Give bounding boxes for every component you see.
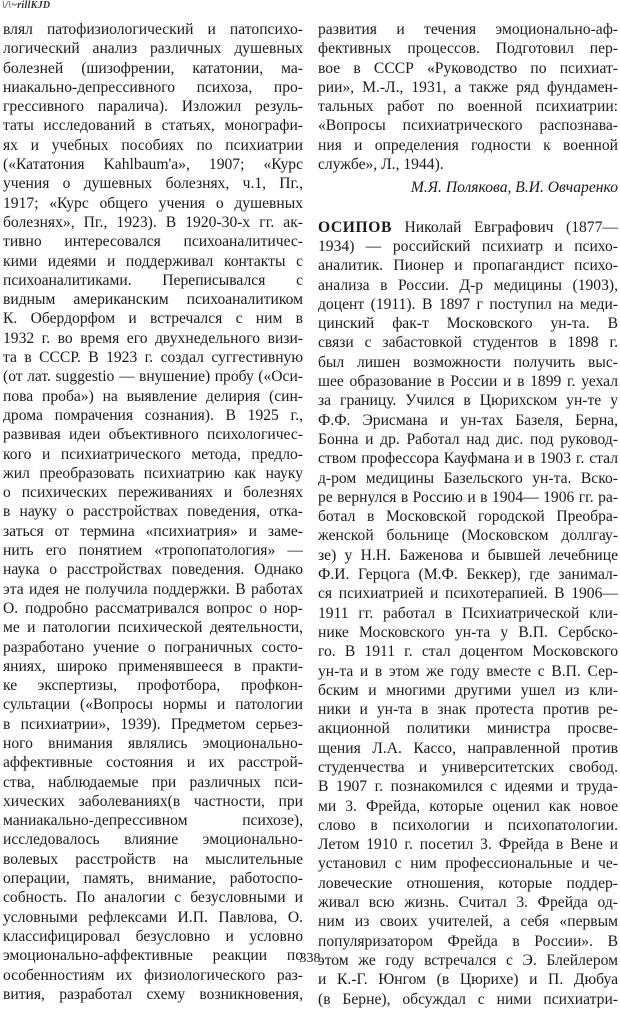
text-line: условными рефлексами И.П. Павлова, О. xyxy=(3,908,303,926)
text-line: развивая идеи объективного психологичес- xyxy=(3,426,303,444)
text-line: акционной политики министра просве- xyxy=(318,720,618,738)
text-line: «Вопросы психиатрического распознава- xyxy=(318,117,618,135)
text-line: разработано учение о пограничных состо- xyxy=(3,638,303,656)
text-line: ре вернулся в Россию и в 1904— 1906 гг. ра- xyxy=(318,488,618,506)
text-line: вое в СССР «Руководство по психиат- xyxy=(318,59,618,77)
text-line: го. В 1911 г. стал доцентом Московского xyxy=(318,643,618,661)
text-line: ния и определения годности к военной xyxy=(318,136,618,154)
text-line: ства, наблюдаемые при различных пси- xyxy=(3,773,303,791)
text-line: логический анализ различных душевных xyxy=(3,40,303,58)
text-line: в науку о расстройствах поведения, отка- xyxy=(3,503,303,521)
text-line: о психических переживаниях и болезнях xyxy=(3,484,303,502)
text-line: пова проба») на выявление делирия (син- xyxy=(3,387,303,405)
text-line: ях и учебных пособиях по психиатрии xyxy=(3,136,303,154)
text-line: ме и патологии психической деятельности, xyxy=(3,619,303,637)
text-line: аналитик. Пионер и пропагандист психо- xyxy=(318,257,618,275)
text-line: ся психиатрией и психотерапией. В 1906— xyxy=(318,585,618,603)
text-line: особенностиям их физиологического раз- xyxy=(3,966,303,984)
text-line: живал всю жизнь. Считал 3. Фрейда од- xyxy=(318,894,618,912)
text-line: связи с забастовкой студентов в 1898 г. xyxy=(318,334,618,352)
text-line: наука о расстройствах поведения. Однако xyxy=(3,561,303,579)
text-line: болезней (шизофрении, кататонии, ма- xyxy=(3,59,303,77)
text-line: яниях, широко применявшееся в практи- xyxy=(3,657,303,675)
text-line: операции, память, внимание, работоспо- xyxy=(3,870,303,888)
text-line: кими идеями и поддерживал контакты с xyxy=(3,252,303,270)
text-line: маниакально-депрессивном психозе), xyxy=(3,812,303,830)
text-line: ниакально-депрессивного психоза, про- xyxy=(3,78,303,96)
text-line: грессивного паралича). Изложил резуль- xyxy=(3,98,303,116)
text-line: аффективные состояния и их расстрой- xyxy=(3,754,303,772)
text-line: цинский фак-т Московского ун-та. В xyxy=(318,315,618,333)
text-line: (от лат. suggestio — внушение) пробу («Оси- xyxy=(3,368,303,386)
page-number: 338 xyxy=(299,951,321,966)
text-line: этом же году встречался с Э. Блейлером xyxy=(318,951,618,969)
text-line: та в СССР. В 1923 г. создал суггестивную xyxy=(3,349,303,367)
text-line: Ф.И. Герцога (М.Ф. Беккер), где занимал- xyxy=(318,566,618,584)
text-line: развития и течения эмоционально-аф- xyxy=(318,21,618,38)
text-line: В 1907 г. познакомился с идеями и труда- xyxy=(318,778,618,796)
text-line: влял патофизиологический и патопсихо- xyxy=(3,21,303,38)
text-line: Ф.Ф. Эрисмана и ун-тах Базеля, Берна, xyxy=(318,411,618,429)
text-line: анализа в России. Д-р медицины (1903), xyxy=(318,276,618,294)
entry-body xyxy=(318,237,618,1009)
text-line: шее образование в России и в 1899 г. уехал xyxy=(318,373,618,391)
text-line: и К.-Г. Юнгом (в Цюрихе) и П. Дюбуа xyxy=(318,971,618,989)
text-line: рии», М.-Л., 1931, а также ряд фундамен- xyxy=(318,78,618,96)
text-line: 1917; «Курс общего учения о душевных xyxy=(3,194,303,212)
text-line: щения Л.А. Кассо, направленной против xyxy=(318,739,618,757)
entry-first-line xyxy=(318,218,618,237)
text-line: за границу. Учился в Цюрихском ун-те у xyxy=(318,392,618,410)
text-line: вития, разработал схему возникновения, xyxy=(3,985,303,1003)
text-line: Летом 1910 г. посетил 3. Фрейда в Вене и xyxy=(318,836,618,854)
text-line: зе) у Н.Н. Баженова и бывшей лечебнице xyxy=(318,546,618,564)
text-line: классифицировал безусловно и условно xyxy=(3,927,303,945)
text-line: д-ром медицины Базельского ун-та. Вско- xyxy=(318,469,618,487)
text-line: ники и ун-та в знак протеста против ре- xyxy=(318,701,618,719)
text-line: службе», Л., 1944). xyxy=(318,156,444,174)
text-line: О. подробно рассматривался вопрос о нор- xyxy=(3,599,303,617)
text-line: К. Обердорфом и встречался с ним в xyxy=(3,310,303,328)
text-line: ке экспертизы, профотбора, профкон- xyxy=(3,677,303,695)
entry-osipov xyxy=(318,218,618,1009)
text-line: («Кататония Kahlbaum'a», 1907; «Курс xyxy=(3,156,303,174)
text-line: нить его понятием «тропопатология» — xyxy=(3,542,303,560)
text-line: исследовалось влияние эмоционально- xyxy=(3,831,303,849)
text-line: доцент (1911). В 1897 г поступил на меди- xyxy=(318,295,618,313)
text-line: ботал в Московской городской Преобра- xyxy=(318,508,618,526)
text-line: студенчества и университетских свобод. xyxy=(318,758,618,776)
text-line: был лишен возможности получить выс- xyxy=(318,353,618,371)
text-line: сультации («Вопросы нормы и патологии xyxy=(3,696,303,714)
text-line: кого и психиатрического метода, предло- xyxy=(3,445,303,463)
text-line: популяризатором Фрейда в России». В xyxy=(318,932,618,950)
text-line: ством профессора Кауфмана и в 1903 г. стал xyxy=(318,450,618,468)
entry-first-line-text: Николай Евграфович (1877— xyxy=(391,218,618,236)
entry-headword: ОСИПОВ xyxy=(318,218,392,236)
right-column xyxy=(318,20,618,1009)
text-line: психоаналитиками. Переписывался с xyxy=(3,271,303,289)
text-line: заться от термина «психиатрия» и заме- xyxy=(3,522,303,540)
article-ending xyxy=(318,20,618,174)
watermark: \/\~rillKJD xyxy=(2,0,51,11)
text-line: таты исследований в статьях, монографи- xyxy=(3,117,303,135)
text-line: учения о душевных болезнях, ч.1, Пг., xyxy=(3,175,303,193)
text-line: собность. По аналогии с безусловными и xyxy=(3,889,303,907)
text-line: бским и многими другими ушел из кли- xyxy=(318,681,618,699)
text-line: ного внимания являлись эмоционально- xyxy=(3,734,303,752)
text-line: тивно интересовался психоаналитичес- xyxy=(3,233,303,251)
text-line: установил с ним профессиональные и че- xyxy=(318,855,618,873)
left-column xyxy=(3,20,303,1004)
text-line: в психиатрии», 1939). Предметом серьез- xyxy=(3,715,303,733)
text-line: эта идея не получила поддержки. В работах xyxy=(3,580,303,598)
text-line: эмоционально-аффективные реакции по xyxy=(3,947,303,965)
text-line: 1934) — российский психиатр и психо- xyxy=(318,237,618,255)
text-line: ми 3. Фрейда, которые оценил как новое xyxy=(318,797,618,815)
text-line: 1932 г. во время его двухнедельного визи- xyxy=(3,329,303,347)
text-line: жил преобразовать психиатрию как науку xyxy=(3,464,303,482)
text-line: видным американским психоаналитиком xyxy=(3,291,303,309)
text-line: хических заболеваниях(в частности, при xyxy=(3,792,303,810)
text-line: ловеческие отношения, которые поддер- xyxy=(318,874,618,892)
author-signature: М.Я. Полякова, В.И. Овчаренко xyxy=(410,179,618,197)
text-line: ун-та и в этом же году вместе с В.П. Сер- xyxy=(318,662,618,680)
text-line: Бонна и др. Работал над дис. под руковод- xyxy=(318,430,618,448)
text-line: дрома помрачения сознания). В 1925 г., xyxy=(3,406,303,424)
text-line: тальных работ по военной психиатрии: xyxy=(318,98,618,116)
text-line: (в Берне), обсуждал с ними психиатри- xyxy=(318,990,618,1008)
text-line: женской больнице (Московском доллгау- xyxy=(318,527,618,545)
text-line: волевых расстройств на мыслительные xyxy=(3,850,303,868)
text-line: слово в психологии и психопатологии. xyxy=(318,816,618,834)
text-line: 1911 гг. работал в Психиатрической кли- xyxy=(318,604,618,622)
text-line: нике Московского ун-та у В.П. Сербско- xyxy=(318,623,618,641)
text-line: фективных процессов. Подготовил пер- xyxy=(318,40,618,58)
text-line: болезнях», Пг., 1923). В 1920-30-х гг. ак- xyxy=(3,213,303,231)
text-line: ним из своих учителей, а себя «первым xyxy=(318,913,618,931)
